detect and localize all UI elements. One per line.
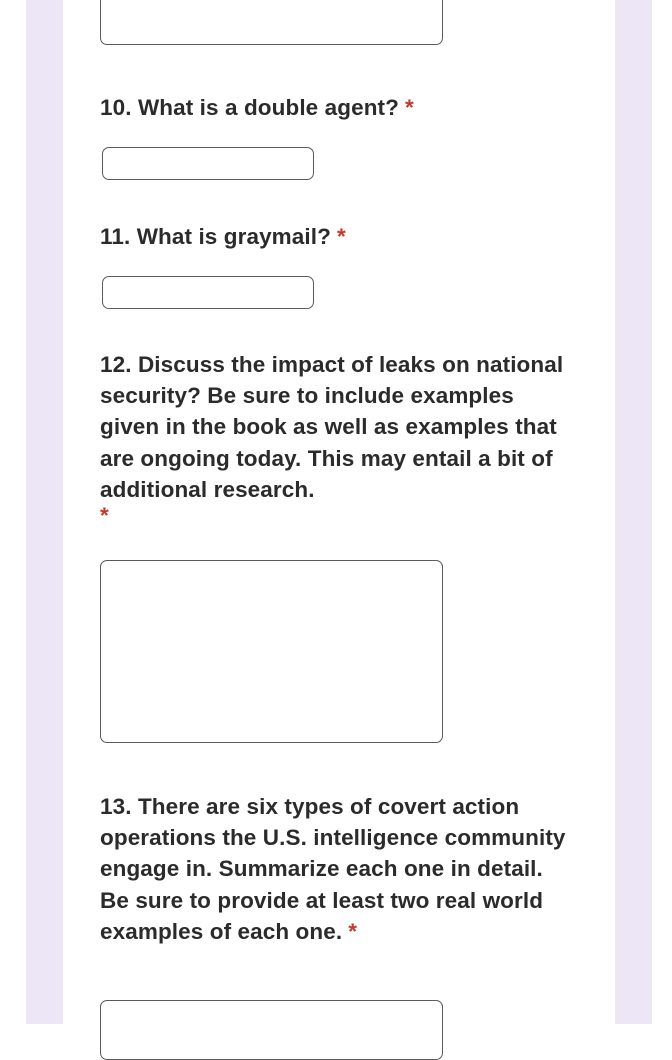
question-12 — [100, 349, 570, 527]
question-13 — [100, 791, 578, 947]
answer-box-13[interactable] — [100, 1000, 443, 1060]
question-11-text: What is graymail? — [136, 224, 331, 249]
required-star-13: * — [348, 918, 358, 944]
question-12-text: Discuss the impact of leaks on national security? Be sure to include examples given in the book as well as examples that are ongoing today. This may entail a bit of additional research. — [100, 352, 564, 502]
answer-field-11[interactable] — [102, 276, 314, 309]
required-star-10: * — [405, 95, 414, 120]
answer-box-12[interactable] — [100, 560, 443, 743]
question-13-text: There are six types of covert action operations the U.S. intelligence community engage in. Summarize each one in detail. Be sure to provide at least two real world examples of each one. — [100, 794, 566, 944]
required-star-11: * — [336, 224, 346, 249]
question-11-number: 11. — [100, 224, 131, 249]
question-10 — [100, 92, 580, 123]
question-13-number: 13. — [100, 794, 132, 819]
question-11 — [100, 221, 580, 252]
left-background-band — [26, 0, 63, 1024]
answer-field-10[interactable] — [102, 147, 314, 180]
question-10-text: What is a double agent? — [137, 95, 399, 120]
required-star-12: * — [100, 503, 109, 529]
right-background-band — [615, 0, 652, 1024]
question-10-number: 10. — [100, 95, 132, 120]
previous-answer-box[interactable] — [100, 0, 443, 45]
question-12-number: 12. — [100, 352, 132, 377]
